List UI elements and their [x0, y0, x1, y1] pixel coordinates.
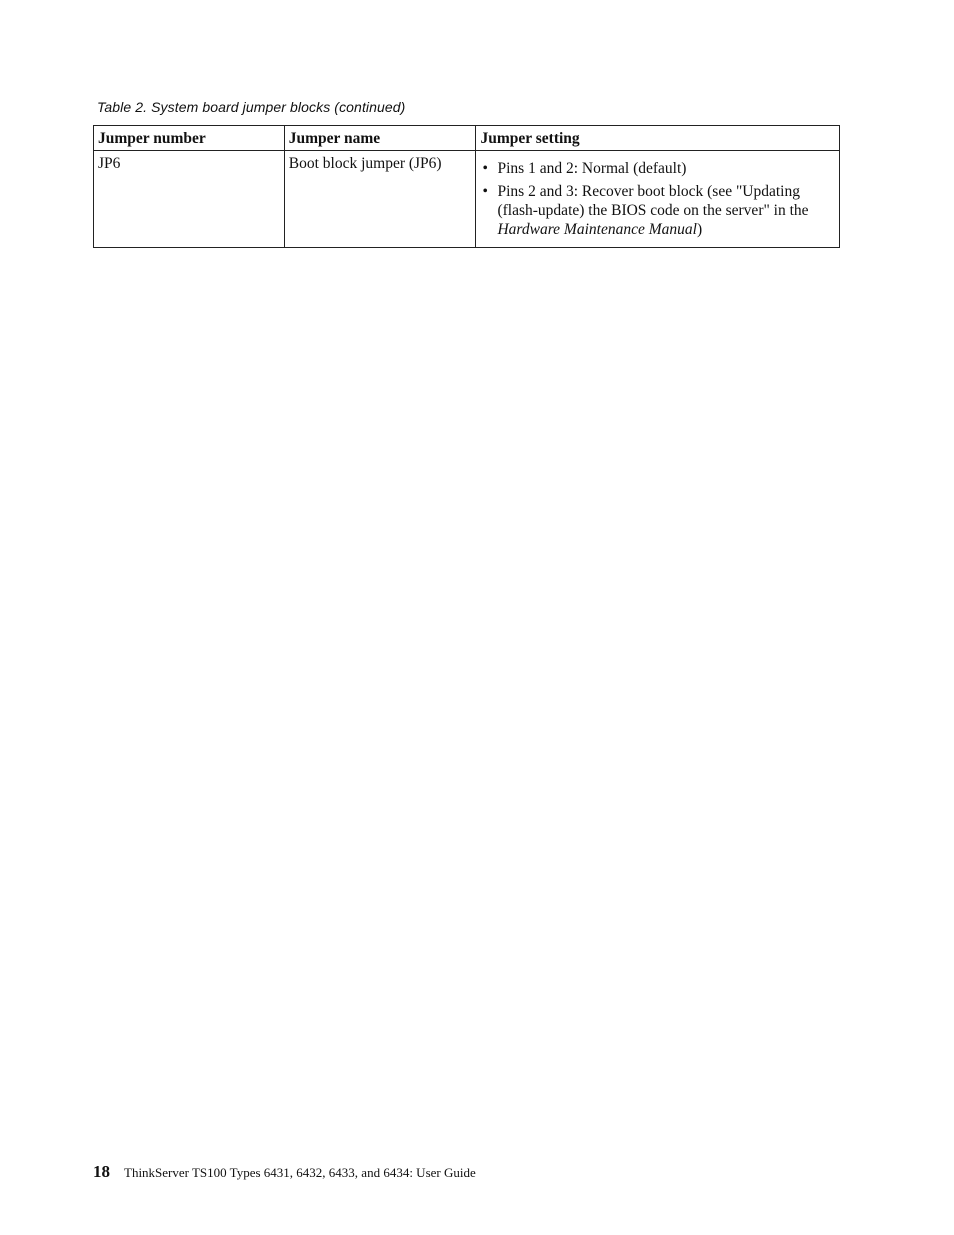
cell-jumper-name: Boot block jumper (JP6) [284, 151, 476, 248]
jumper-table [93, 125, 840, 248]
header-jumper-setting: Jumper setting [476, 126, 840, 151]
table-caption: Table 2. System board jumper blocks (continued) [97, 99, 406, 115]
settings-list [480, 159, 835, 239]
table-row [94, 151, 840, 248]
cell-jumper-setting [476, 151, 840, 248]
setting-text: Pins 1 and 2: Normal (default) [497, 160, 687, 177]
table-header-row [94, 126, 840, 151]
header-jumper-name: Jumper name [284, 126, 476, 151]
cell-jumper-number: JP6 [94, 151, 285, 248]
setting-item-recover [480, 182, 835, 239]
header-jumper-number: Jumper number [94, 126, 285, 151]
setting-text-end: ) [696, 221, 703, 238]
setting-text: Pins 2 and 3: Recover boot block (see "Updating (flash-update) the BIOS code on the server" in the [497, 183, 809, 219]
manual-title: Hardware Maintenance Manual [497, 221, 697, 238]
footer-title: ThinkServer TS100 Types 6431, 6432, 6433, and 6434: User Guide [124, 1165, 476, 1180]
page-number: 18 [93, 1162, 110, 1181]
page-footer [93, 1162, 476, 1182]
setting-item-normal [480, 159, 835, 178]
